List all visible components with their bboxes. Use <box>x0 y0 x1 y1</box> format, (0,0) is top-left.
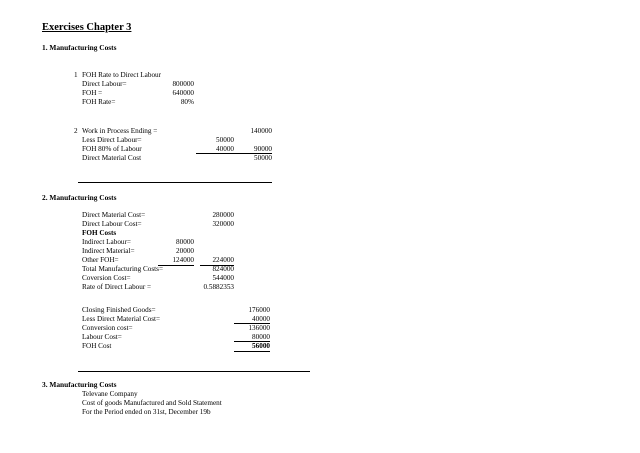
direct-labour-cost-label: Direct Labour Cost= <box>82 220 142 228</box>
problem-2-number: 2 <box>74 127 78 135</box>
foh-costs-heading: FOH Costs <box>82 229 117 237</box>
subtotal-rule <box>196 153 234 154</box>
indirect-material-label: Indirect Material= <box>82 247 135 255</box>
direct-labour-cost-value: 320000 <box>212 220 234 228</box>
labour-rule <box>234 341 270 342</box>
foh-label: FOH = <box>82 89 103 97</box>
total-rule <box>234 153 272 154</box>
section-divider-2 <box>78 371 310 372</box>
less-direct-material-label: Less Direct Material Cost= <box>82 315 161 323</box>
foh-rate-label: FOH Rate= <box>82 98 116 106</box>
less-direct-labour-value: 50000 <box>216 136 234 144</box>
conversion-cost-2-label: Conversion cost= <box>82 324 133 332</box>
indirect-material-value: 20000 <box>176 247 194 255</box>
section-2-heading: 2. Manufacturing Costs <box>42 193 117 202</box>
foh-cost-label: FOH Cost <box>82 342 112 350</box>
statement-period: For the Period ended on 31st, December 19b <box>82 408 211 416</box>
foh-rate-value: 80% <box>180 98 194 106</box>
foh-plus-labour-value: 90000 <box>254 145 272 153</box>
labour-cost-label: Labour Cost= <box>82 333 122 341</box>
problem-2-label: Work in Process Ending = <box>82 127 158 135</box>
indirect-labour-label: Indirect Labour= <box>82 238 131 246</box>
rate-direct-labour-value: 0.5882353 <box>203 283 234 291</box>
problem-1-number: 1 <box>74 71 78 79</box>
conversion-cost-value: 544000 <box>212 274 234 282</box>
direct-material-cost-label: Direct Material Cost <box>82 154 142 162</box>
problem-1-label: FOH Rate to Direct Labour <box>82 71 162 79</box>
less-direct-labour-label: Less Direct Labour= <box>82 136 142 144</box>
conversion-cost-2-value: 136000 <box>248 324 270 332</box>
foh-rule <box>158 265 194 266</box>
total-manufacturing-costs-value: 824000 <box>212 265 234 273</box>
page-title: Exercises Chapter 3 <box>42 22 132 33</box>
labour-cost-value: 80000 <box>252 333 270 341</box>
statement-title: Cost of goods Manufactured and Sold Statement <box>82 399 222 407</box>
other-foh-label: Other FOH= <box>82 256 119 264</box>
foh-80-label: FOH 80% of Labour <box>82 145 142 153</box>
closing-finished-goods-label: Closing Finished Goods= <box>82 306 156 314</box>
less-rule <box>234 323 270 324</box>
conversion-cost-label: Coversion Cost= <box>82 274 131 282</box>
foh-cost-value: 56000 <box>252 342 270 350</box>
indirect-labour-value: 80000 <box>176 238 194 246</box>
foh-value: 640000 <box>172 89 194 97</box>
closing-finished-goods-value: 176000 <box>248 306 270 314</box>
total-manufacturing-costs-label: Total Manufacturing Costs= <box>82 265 164 273</box>
section-3-heading: 3. Manufacturing Costs <box>42 380 117 389</box>
direct-material-cost-label-2: Direct Material Cost= <box>82 211 146 219</box>
direct-labour-value: 800000 <box>172 80 194 88</box>
other-foh-value: 124000 <box>172 256 194 264</box>
company-name: Televane Company <box>82 390 138 398</box>
foh-80-value: 40000 <box>216 145 234 153</box>
direct-material-cost-value: 50000 <box>254 154 272 162</box>
less-direct-material-value: 40000 <box>252 315 270 323</box>
section-divider-1 <box>78 182 272 183</box>
rate-direct-labour-label: Rate of Direct Labour = <box>82 283 152 291</box>
foh-cost-rule <box>234 351 270 352</box>
section-1-heading: 1. Manufacturing Costs <box>42 43 117 52</box>
foh-total-value: 224000 <box>212 256 234 264</box>
wip-ending-total: 140000 <box>250 127 272 135</box>
direct-material-cost-value-2: 280000 <box>212 211 234 219</box>
direct-labour-label: Direct Labour= <box>82 80 127 88</box>
